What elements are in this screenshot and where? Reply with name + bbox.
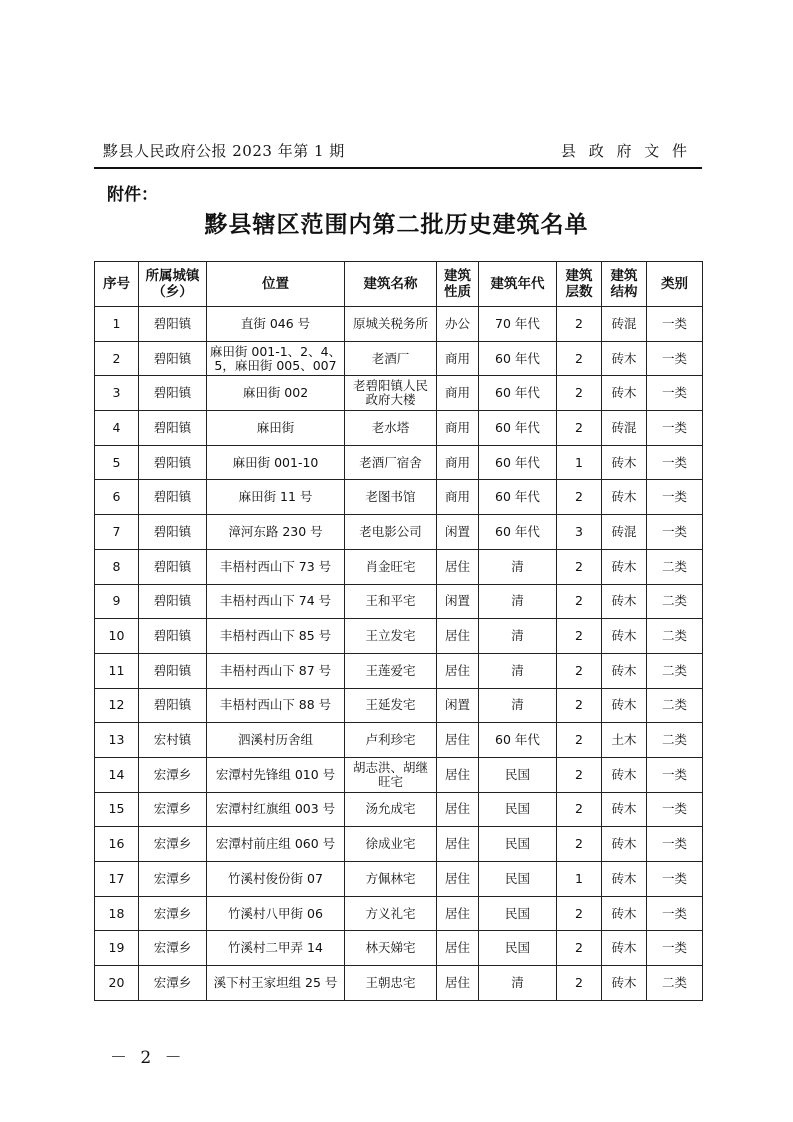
cell-building-use: 居住 xyxy=(437,931,479,966)
historic-buildings-table xyxy=(94,261,703,1001)
cell-building-name: 肖金旺宅 xyxy=(345,549,437,584)
cell-building-use: 商用 xyxy=(437,341,479,376)
cell-floors: 2 xyxy=(557,480,602,515)
cell-structure: 砖木 xyxy=(602,549,647,584)
cell-location: 丰梧村西山下 87 号 xyxy=(207,653,345,688)
cell-location: 宏潭村先锋组 010 号 xyxy=(207,757,345,792)
cell-index: 20 xyxy=(95,966,139,1001)
cell-category: 一类 xyxy=(647,827,703,862)
cell-building-era: 60 年代 xyxy=(479,480,557,515)
cell-location: 宏潭村前庄组 060 号 xyxy=(207,827,345,862)
cell-location: 竹溪村八甲街 06 xyxy=(207,896,345,931)
cell-structure: 砖木 xyxy=(602,757,647,792)
cell-floors: 2 xyxy=(557,411,602,446)
cell-township: 碧阳镇 xyxy=(139,619,207,654)
cell-township: 碧阳镇 xyxy=(139,445,207,480)
cell-category: 一类 xyxy=(647,341,703,376)
cell-category: 二类 xyxy=(647,653,703,688)
cell-location: 麻田街 002 xyxy=(207,376,345,411)
cell-building-name: 老水塔 xyxy=(345,411,437,446)
cell-building-era: 60 年代 xyxy=(479,515,557,550)
cell-building-era: 民国 xyxy=(479,792,557,827)
cell-location: 丰梧村西山下 74 号 xyxy=(207,584,345,619)
cell-structure: 砖混 xyxy=(602,515,647,550)
cell-building-era: 70 年代 xyxy=(479,307,557,342)
header-building-name: 建筑名称 xyxy=(345,262,437,307)
cell-category: 一类 xyxy=(647,931,703,966)
table-row xyxy=(95,376,703,411)
cell-index: 18 xyxy=(95,896,139,931)
cell-township: 碧阳镇 xyxy=(139,411,207,446)
cell-category: 一类 xyxy=(647,445,703,480)
cell-index: 14 xyxy=(95,757,139,792)
cell-index: 8 xyxy=(95,549,139,584)
cell-location: 麻田街 xyxy=(207,411,345,446)
cell-building-era: 清 xyxy=(479,584,557,619)
cell-location: 溪下村王家坦组 25 号 xyxy=(207,966,345,1001)
cell-index: 4 xyxy=(95,411,139,446)
cell-category: 二类 xyxy=(647,584,703,619)
cell-township: 碧阳镇 xyxy=(139,341,207,376)
cell-category: 一类 xyxy=(647,862,703,897)
cell-township: 宏村镇 xyxy=(139,723,207,758)
cell-index: 13 xyxy=(95,723,139,758)
cell-building-use: 居住 xyxy=(437,723,479,758)
table-row xyxy=(95,411,703,446)
page-number: － 2 － xyxy=(110,1048,186,1068)
cell-building-use: 居住 xyxy=(437,966,479,1001)
section-label: 县 政 府 文 件 xyxy=(560,142,691,160)
cell-building-name: 王莲爱宅 xyxy=(345,653,437,688)
cell-floors: 2 xyxy=(557,757,602,792)
cell-building-name: 老图书馆 xyxy=(345,480,437,515)
cell-building-name: 老酒厂宿舍 xyxy=(345,445,437,480)
cell-category: 一类 xyxy=(647,411,703,446)
document-title: 黟县辖区范围内第二批历史建筑名单 xyxy=(204,212,589,238)
cell-building-use: 居住 xyxy=(437,653,479,688)
table-row xyxy=(95,688,703,723)
cell-floors: 2 xyxy=(557,931,602,966)
cell-building-name: 王延发宅 xyxy=(345,688,437,723)
cell-floors: 2 xyxy=(557,966,602,1001)
cell-township: 碧阳镇 xyxy=(139,515,207,550)
cell-location: 泗溪村历舍组 xyxy=(207,723,345,758)
attachment-label: 附件： xyxy=(107,185,158,205)
cell-index: 12 xyxy=(95,688,139,723)
cell-location: 漳河东路 230 号 xyxy=(207,515,345,550)
cell-building-era: 60 年代 xyxy=(479,445,557,480)
cell-building-era: 清 xyxy=(479,653,557,688)
cell-category: 二类 xyxy=(647,723,703,758)
cell-structure: 土木 xyxy=(602,723,647,758)
cell-building-use: 闲置 xyxy=(437,688,479,723)
header-divider xyxy=(94,167,702,169)
cell-township: 宏潭乡 xyxy=(139,966,207,1001)
cell-building-era: 60 年代 xyxy=(479,341,557,376)
cell-structure: 砖木 xyxy=(602,445,647,480)
cell-building-era: 清 xyxy=(479,619,557,654)
cell-township: 碧阳镇 xyxy=(139,584,207,619)
cell-index: 5 xyxy=(95,445,139,480)
table-row xyxy=(95,862,703,897)
cell-category: 一类 xyxy=(647,757,703,792)
cell-building-name: 汤允成宅 xyxy=(345,792,437,827)
cell-building-name: 王和平宅 xyxy=(345,584,437,619)
cell-category: 二类 xyxy=(647,688,703,723)
table-row xyxy=(95,827,703,862)
header-location: 位置 xyxy=(207,262,345,307)
cell-category: 一类 xyxy=(647,896,703,931)
table-row xyxy=(95,966,703,1001)
cell-township: 宏潭乡 xyxy=(139,862,207,897)
cell-location: 宏潭村红旗组 003 号 xyxy=(207,792,345,827)
cell-floors: 2 xyxy=(557,896,602,931)
table-row xyxy=(95,549,703,584)
cell-structure: 砖木 xyxy=(602,341,647,376)
cell-structure: 砖木 xyxy=(602,653,647,688)
cell-floors: 2 xyxy=(557,688,602,723)
cell-location: 竹溪村二甲弄 14 xyxy=(207,931,345,966)
cell-building-name: 老碧阳镇人民政府大楼 xyxy=(345,376,437,411)
cell-structure: 砖木 xyxy=(602,966,647,1001)
header-building-era: 建筑年代 xyxy=(479,262,557,307)
cell-location: 麻田街 001-10 xyxy=(207,445,345,480)
cell-building-era: 清 xyxy=(479,688,557,723)
cell-category: 一类 xyxy=(647,376,703,411)
cell-index: 17 xyxy=(95,862,139,897)
cell-building-name: 方义礼宅 xyxy=(345,896,437,931)
cell-location: 竹溪村俊份街 07 xyxy=(207,862,345,897)
cell-structure: 砖木 xyxy=(602,896,647,931)
cell-building-use: 办公 xyxy=(437,307,479,342)
cell-category: 二类 xyxy=(647,966,703,1001)
cell-category: 一类 xyxy=(647,515,703,550)
table-row xyxy=(95,723,703,758)
cell-township: 宏潭乡 xyxy=(139,931,207,966)
cell-index: 19 xyxy=(95,931,139,966)
table-row xyxy=(95,619,703,654)
cell-location: 直街 046 号 xyxy=(207,307,345,342)
cell-building-use: 居住 xyxy=(437,549,479,584)
header-township: 所属城镇（乡） xyxy=(139,262,207,307)
cell-structure: 砖木 xyxy=(602,584,647,619)
table-row xyxy=(95,653,703,688)
cell-building-name: 老酒厂 xyxy=(345,341,437,376)
cell-township: 宏潭乡 xyxy=(139,757,207,792)
cell-index: 15 xyxy=(95,792,139,827)
cell-township: 碧阳镇 xyxy=(139,688,207,723)
cell-index: 10 xyxy=(95,619,139,654)
cell-index: 2 xyxy=(95,341,139,376)
cell-floors: 2 xyxy=(557,549,602,584)
cell-building-use: 闲置 xyxy=(437,515,479,550)
cell-location: 丰梧村西山下 85 号 xyxy=(207,619,345,654)
cell-building-name: 林天娣宅 xyxy=(345,931,437,966)
cell-township: 宏潭乡 xyxy=(139,792,207,827)
cell-building-use: 商用 xyxy=(437,480,479,515)
cell-township: 碧阳镇 xyxy=(139,480,207,515)
header-floors: 建筑层数 xyxy=(557,262,602,307)
cell-building-name: 徐成业宅 xyxy=(345,827,437,862)
header-index: 序号 xyxy=(95,262,139,307)
cell-floors: 2 xyxy=(557,827,602,862)
cell-building-era: 60 年代 xyxy=(479,411,557,446)
cell-floors: 2 xyxy=(557,584,602,619)
cell-building-era: 清 xyxy=(479,549,557,584)
cell-township: 碧阳镇 xyxy=(139,307,207,342)
table-row xyxy=(95,341,703,376)
cell-building-era: 民国 xyxy=(479,931,557,966)
cell-structure: 砖木 xyxy=(602,480,647,515)
cell-building-name: 老电影公司 xyxy=(345,515,437,550)
cell-index: 1 xyxy=(95,307,139,342)
cell-township: 碧阳镇 xyxy=(139,376,207,411)
cell-floors: 2 xyxy=(557,307,602,342)
table-row xyxy=(95,307,703,342)
cell-index: 9 xyxy=(95,584,139,619)
cell-floors: 3 xyxy=(557,515,602,550)
cell-township: 宏潭乡 xyxy=(139,896,207,931)
cell-building-era: 60 年代 xyxy=(479,376,557,411)
cell-structure: 砖混 xyxy=(602,411,647,446)
cell-floors: 2 xyxy=(557,653,602,688)
cell-category: 一类 xyxy=(647,480,703,515)
cell-building-era: 清 xyxy=(479,966,557,1001)
cell-category: 二类 xyxy=(647,619,703,654)
cell-structure: 砖木 xyxy=(602,619,647,654)
table-row xyxy=(95,584,703,619)
cell-floors: 2 xyxy=(557,341,602,376)
cell-location: 麻田街 001-1、2、4、5，麻田街 005、007 xyxy=(207,341,345,376)
cell-category: 二类 xyxy=(647,549,703,584)
cell-structure: 砖混 xyxy=(602,307,647,342)
cell-structure: 砖木 xyxy=(602,931,647,966)
gazette-header-title: 黟县人民政府公报 2023 年第 1 期 xyxy=(103,142,345,160)
cell-building-name: 卢利珍宅 xyxy=(345,723,437,758)
cell-building-name: 王立发宅 xyxy=(345,619,437,654)
cell-building-use: 居住 xyxy=(437,619,479,654)
cell-building-name: 方佩林宅 xyxy=(345,862,437,897)
cell-structure: 砖木 xyxy=(602,376,647,411)
cell-location: 丰梧村西山下 88 号 xyxy=(207,688,345,723)
table-row xyxy=(95,515,703,550)
cell-building-use: 居住 xyxy=(437,862,479,897)
table-header-row xyxy=(95,262,703,307)
cell-floors: 2 xyxy=(557,723,602,758)
table-body xyxy=(95,307,703,1001)
cell-index: 6 xyxy=(95,480,139,515)
cell-structure: 砖木 xyxy=(602,862,647,897)
cell-building-name: 胡志洪、胡继旺宅 xyxy=(345,757,437,792)
cell-building-era: 民国 xyxy=(479,896,557,931)
cell-category: 一类 xyxy=(647,792,703,827)
cell-building-use: 商用 xyxy=(437,445,479,480)
cell-building-era: 民国 xyxy=(479,827,557,862)
header-category: 类别 xyxy=(647,262,703,307)
cell-building-era: 民国 xyxy=(479,862,557,897)
cell-township: 碧阳镇 xyxy=(139,549,207,584)
cell-building-name: 原城关税务所 xyxy=(345,307,437,342)
table-row xyxy=(95,480,703,515)
cell-floors: 2 xyxy=(557,792,602,827)
cell-building-use: 居住 xyxy=(437,896,479,931)
cell-township: 碧阳镇 xyxy=(139,653,207,688)
table-row xyxy=(95,757,703,792)
cell-building-use: 居住 xyxy=(437,792,479,827)
cell-floors: 2 xyxy=(557,376,602,411)
table-row xyxy=(95,792,703,827)
cell-building-use: 商用 xyxy=(437,411,479,446)
cell-index: 7 xyxy=(95,515,139,550)
header-structure: 建筑结构 xyxy=(602,262,647,307)
cell-location: 丰梧村西山下 73 号 xyxy=(207,549,345,584)
cell-category: 一类 xyxy=(647,307,703,342)
cell-building-use: 商用 xyxy=(437,376,479,411)
cell-floors: 1 xyxy=(557,445,602,480)
cell-building-name: 王朝忠宅 xyxy=(345,966,437,1001)
table-row xyxy=(95,931,703,966)
cell-floors: 1 xyxy=(557,862,602,897)
table-row xyxy=(95,896,703,931)
cell-building-use: 居住 xyxy=(437,827,479,862)
cell-floors: 2 xyxy=(557,619,602,654)
cell-structure: 砖木 xyxy=(602,688,647,723)
header-building-use: 建筑性质 xyxy=(437,262,479,307)
cell-structure: 砖木 xyxy=(602,792,647,827)
cell-building-use: 闲置 xyxy=(437,584,479,619)
cell-index: 3 xyxy=(95,376,139,411)
cell-location: 麻田街 11 号 xyxy=(207,480,345,515)
cell-township: 宏潭乡 xyxy=(139,827,207,862)
cell-building-era: 60 年代 xyxy=(479,723,557,758)
cell-building-use: 居住 xyxy=(437,757,479,792)
cell-index: 16 xyxy=(95,827,139,862)
cell-structure: 砖木 xyxy=(602,827,647,862)
table-row xyxy=(95,445,703,480)
cell-index: 11 xyxy=(95,653,139,688)
cell-building-era: 民国 xyxy=(479,757,557,792)
